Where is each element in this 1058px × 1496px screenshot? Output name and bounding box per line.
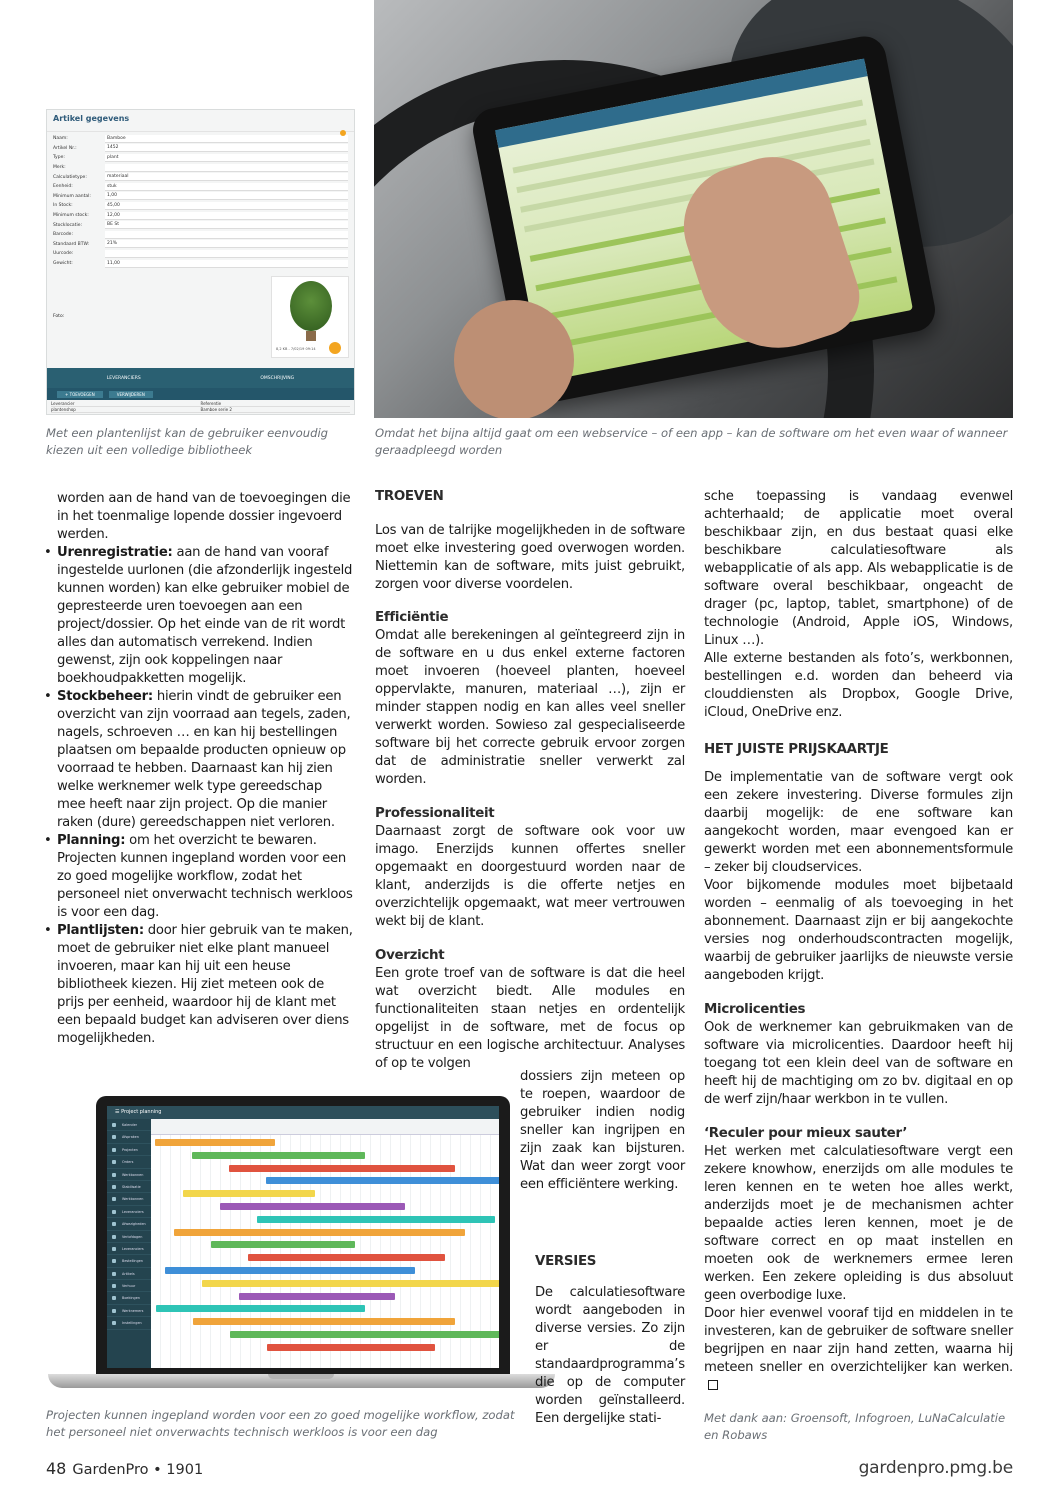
field-label: Artikel Nr.:: [53, 145, 77, 151]
sidebar-item: Bestellingen: [107, 1255, 151, 1267]
sidebar-item: Verhuur: [107, 1280, 151, 1292]
gantt-bar: [165, 1267, 415, 1274]
field-row: [53, 230, 348, 240]
add-supplier-button: + TOEVOEGEN: [57, 391, 103, 398]
bullet-body: door hier gebruik van te maken, moet de gebruiker niet elke plant manueel invoeren, maar kan hij uit een heuse bibliotheek kiezen. Hij ziet meteen ook de prijs per eenheid, waardoor hij de klant met een bepaald budget kan adviseren over diens mogelijkheden.: [57, 923, 353, 1046]
gantt-bar: [211, 1241, 355, 1248]
bullet-text: [57, 922, 353, 1048]
bullet-icon: •: [44, 689, 52, 704]
heading-efficientie: Efficiëntie: [375, 610, 449, 625]
page-number: 48: [46, 1459, 67, 1478]
planning-title: Project planning: [121, 1109, 162, 1115]
gantt-bar: [192, 1152, 365, 1159]
planning-gantt: [151, 1119, 499, 1368]
edit-photo-icon: [329, 342, 341, 354]
gantt-bar: [248, 1254, 445, 1261]
gantt-bar: [202, 1280, 499, 1287]
article-details-title: Artikel gegevens: [47, 110, 354, 132]
gantt-bar: [267, 1344, 435, 1351]
supplier-table: [51, 401, 350, 413]
para-overzicht-b: dossiers zijn meteen op te roepen, waardoor de gebruiker indien nodig sneller kan ingrijpen en zijn zaak kan bijsturen. Wat dan weer zorgt voor een efficiëntere werking.: [520, 1069, 685, 1192]
caption-article: Met een plantenlijst kan de gebruiker eenvoudig kiezen uit een volledige bibliotheek: [46, 426, 329, 457]
field-value: 45,00: [105, 202, 348, 210]
gantt-bar: [239, 1293, 395, 1300]
field-row: [53, 259, 348, 269]
planning-title-bar: ☰ Project planning: [107, 1106, 499, 1119]
field-label: Barcode:: [53, 232, 73, 238]
sidebar-item: Verlofdagen: [107, 1231, 151, 1243]
field-value: [105, 164, 348, 172]
laptop-notch: [268, 1374, 334, 1379]
caption-tablet: Omdat het bijna altijd gaat om een webservice – of een app – kan de software om het even waar of wanneer geraadpleegd worden: [375, 426, 1008, 457]
feature-list: [44, 544, 353, 1048]
credits: Met dank aan: Groensoft, Infogroen, LuNaCalculatie en Robaws: [704, 1411, 1006, 1442]
sidebar-item: Kalender: [107, 1119, 151, 1131]
column-1: [44, 490, 353, 1048]
column-3: [704, 488, 1013, 1395]
end-of-article-icon: [708, 1380, 718, 1390]
article-fields: [47, 132, 354, 270]
field-value: 12,00: [105, 212, 348, 220]
field-value: plant: [105, 154, 348, 162]
para-efficientie: Omdat alle berekeningen al geïntegreerd zijn in de software en u dus enkel externe factoren moet invoeren (hoeveel planten, hoeveel oppervlakte, manuren, materiaal …), zijn er minder stappen nodig en kan alles veel sneller verwerkt worden. Sowieso zal gespecialiseerde software bij het correcte gebruik ervoor zorgen dat de administratie sneller verwerkt zal worden.: [375, 628, 685, 787]
field-value: 11,00: [105, 260, 348, 268]
sidebar-item: Projecten: [107, 1144, 151, 1156]
field-value: stuk: [105, 183, 348, 191]
gantt-bar: [183, 1190, 315, 1197]
bullet-term: Stockbeheer:: [57, 689, 153, 704]
bullet-item: [44, 544, 353, 688]
para-prijs-1: De implementatie van de software vergt ook een zekere investering. Diverse formules zijn daarbij mogelijk: de ene software kan aangekocht worden, maar evengoed kan er gewerkt worden met een abonnementsformule – zeker bij cloudservices.: [704, 770, 1013, 875]
para-professionaliteit: Daarnaast zorgt de software ook voor uw imago. Enerzijds kunnen offertes sneller opgemaakt en doorgestuurd worden naar de klant, anderzijds is die offerte netjes en overzichtelijk opgemaakt, wat meer vertrouwen wekt bij de klant.: [375, 824, 685, 929]
field-value: [105, 250, 348, 258]
field-value: 1452: [105, 144, 348, 152]
tab-description: OMSCHRIJVING: [260, 375, 295, 381]
field-label: Gewicht:: [53, 261, 73, 267]
field-label: Minimum aantal:: [53, 193, 91, 199]
bullet-body: aan de hand van vooraf ingestelde uurlonen (die afzonderlijk ingesteld kunnen worden) kan elke gebruiker mobiel de gepresteerde uren toevoegen aan een project/dossier. Op het einde van de rit wordt alles dan automatisch verrekend. Indien gewenst, zijn ook koppelingen naar boekhoudpakketten mogelijk.: [57, 545, 353, 686]
col1-intro: worden aan de hand van de toevoegingen die in het toenmalige lopende dossier ingevoerd werden.: [57, 491, 351, 542]
bullet-item: [44, 832, 353, 922]
sidebar-item: Stabilisatie: [107, 1181, 151, 1193]
photo-label: Foto:: [53, 314, 65, 319]
para-extern: Alle externe bestanden als foto’s, werkbonnen, bestellingen e.d. worden dan beheerd via clouddiensten als Dropbox, Google Drive, iCloud, OneDrive enz.: [704, 651, 1013, 720]
bullet-term: Plantlijsten:: [57, 923, 144, 938]
bullet-term: Urenregistratie:: [57, 545, 173, 560]
laptop-screen: [107, 1106, 499, 1368]
field-value: Bamboe: [105, 135, 348, 143]
bullet-icon: •: [44, 923, 52, 938]
field-row: [53, 134, 348, 144]
table-cell: Bamboe serie 2: [200, 407, 232, 412]
heading-reculer: ‘Reculer pour mieux sauter’: [704, 1126, 908, 1141]
field-value: 21%: [105, 240, 348, 248]
sidebar-item: Afwezigheden: [107, 1218, 151, 1230]
gantt-bar: [156, 1305, 365, 1312]
gantt-bar: [257, 1216, 495, 1223]
bullet-body: hierin vindt de gebruiker een overzicht van zijn voorraad aan tegels, zaden, nagels, schroeven … en kan hij bestellingen plaatsen om bepaalde producten opnieuw op voorraad te hebben. Daarnaast kan hij zien welke werknemer welk type gereedschap mee heeft naar zijn project. Op die manier raken (dure) gereedschappen niet verloren.: [57, 689, 351, 830]
table-cell: plantenshop: [51, 407, 76, 412]
sidebar-item: Werkbonnen: [107, 1193, 151, 1205]
field-row: [53, 144, 348, 154]
bullet-icon: •: [44, 545, 52, 560]
field-value: BE St: [105, 221, 348, 229]
field-row: [53, 182, 348, 192]
field-value: materiaal: [105, 173, 348, 181]
heading-microlicenties: Microlicenties: [704, 1002, 806, 1017]
magazine-issue: GardenPro • 1901: [72, 1462, 204, 1478]
field-label: Calculatietype:: [53, 174, 87, 180]
sidebar-item: Werkbonnen: [107, 1169, 151, 1181]
field-row: [53, 163, 348, 173]
gantt-bar: [193, 1318, 455, 1325]
tablet-in-car-photo: [374, 0, 1013, 418]
para-troeven: Los van de talrijke mogelijkheden in de software moet elke investering goed overwogen worden. Niettemin kan de software, mits juist gebruikt, zorgen voor diverse voordelen.: [375, 523, 685, 592]
para-overzicht-a: Een grote troef van de software is dat die heel wat overzicht biedt. Alle modules en functionaliteiten staan netjes en ordentelijk opgelijst in de software, met de focus op structuur en een logische architectuur. Analyses of op te volgen: [375, 966, 685, 1071]
field-label: Merk:: [53, 165, 66, 171]
gantt-bar: [174, 1229, 465, 1236]
gantt-bar: [155, 1139, 275, 1146]
para-reculer-2-text: Door hier evenwel vooraf tijd en middelen in te investeren, kan de gebruiker de software sneller begrijpen en naar zijn hand zetten, waarna hij meteen sneller en overzichtelijker kan werken.: [704, 1306, 1013, 1375]
sidebar-item: Afspraken: [107, 1131, 151, 1143]
status-dot-icon: [340, 130, 346, 136]
remove-supplier-button: VERWIJDEREN: [109, 391, 153, 398]
table-header-cell: Leverancier: [51, 401, 75, 406]
gantt-header: [151, 1119, 499, 1135]
gantt-bar: [229, 1165, 455, 1172]
bullet-text: [57, 832, 353, 922]
tab-suppliers: LEVERANCIERS: [106, 375, 141, 381]
field-row: [53, 240, 348, 250]
field-row: [53, 211, 348, 221]
sidebar-item: Artikels: [107, 1268, 151, 1280]
column-2: [375, 488, 685, 1073]
website-url: gardenpro.pmg.be: [858, 1458, 1013, 1478]
bullet-text: [57, 544, 353, 688]
planning-sidebar: [107, 1119, 151, 1368]
laptop-planning-photo: [48, 1096, 555, 1390]
bullet-text: [57, 688, 353, 832]
para-prijs-2: Voor bijkomende modules moet bijbetaald worden – eenmalig of als toevoeging in het abonnement. Daarnaast zijn er bij aangekochte versies nog onderhoudscontracten mogelijk, waarbij de gebruiker jaarlijks de nieuwste versie aangeboden krijgt.: [704, 878, 1013, 983]
article-tabs: [47, 368, 354, 388]
gantt-bar: [230, 1331, 499, 1338]
heading-prijskaartje: HET JUISTE PRIJSKAARTJE: [704, 742, 889, 757]
bullet-icon: •: [44, 833, 52, 848]
field-label: Type:: [53, 155, 65, 161]
sidebar-item: Leveranciers: [107, 1243, 151, 1255]
field-row: [53, 201, 348, 211]
bamboo-plant-image: [290, 281, 332, 331]
field-row: [53, 192, 348, 202]
table-row: [51, 407, 350, 413]
field-label: Stocklocatie:: [53, 222, 82, 228]
gantt-bar: [220, 1203, 405, 1210]
field-label: Minimum stock:: [53, 213, 89, 219]
para-reculer-2: [704, 1305, 1013, 1395]
article-details-screenshot: [46, 109, 355, 415]
sidebar-item: Instellingen: [107, 1317, 151, 1329]
field-row: [53, 153, 348, 163]
photo-caption: 8,2 KB - 7/02/19 09:14: [276, 347, 316, 351]
para-intro: sche toepassing is vandaag evenwel achterhaald; de applicatie moet overal beschikbaar zijn, en dus bestaat quasi elke beschikbare calculatiesoftware als webapplicatie of als app. Als webapplicatie is de software overal beschikbaar, ongeacht de drager (pc, laptop, tablet, smartphone) of de technologie (Android, Apple iOS, Windows, Linux …).: [704, 489, 1013, 648]
bullet-item: [44, 688, 353, 832]
field-value: [105, 231, 348, 239]
heading-professionaliteit: Professionaliteit: [375, 806, 495, 821]
field-label: Naam:: [53, 136, 68, 142]
heading-versies: VERSIES: [535, 1254, 597, 1269]
field-row: [53, 249, 348, 259]
plant-pot-image: [306, 331, 316, 341]
footer-left: [46, 1459, 203, 1478]
heading-overzicht: Overzicht: [375, 948, 445, 963]
caption-laptop: Projecten kunnen ingepland worden voor een zo goed mogelijke workflow, zodat het personeel niet onverwachts technisch werkloos is voor een dag: [46, 1408, 515, 1439]
field-label: In Stock:: [53, 203, 73, 209]
field-label: Eenheid:: [53, 184, 73, 190]
field-row: [53, 220, 348, 230]
laptop-lid: [96, 1096, 510, 1376]
field-label: Uurcode:: [53, 251, 74, 257]
bullet-item: [44, 922, 353, 1048]
para-microlicenties: Ook de werknemer kan gebruikmaken van de software via microlicenties. Daardoor heeft hij toegang tot een klein deel van de software en heeft hij de machtiging om zo bv. digitaal en op de werf zijn/haar werkbon in te vullen.: [704, 1020, 1013, 1107]
gantt-bar: [266, 1177, 499, 1184]
sidebar-item: Werknemers: [107, 1305, 151, 1317]
supplier-actions: [47, 388, 354, 400]
bullet-body: om het overzicht te bewaren. Projecten kunnen ingepland worden voor een zo goed mogelijke workflow, zodat het personeel niet onverwacht technisch werkloos is voor een dag.: [57, 833, 353, 920]
heading-troeven: TROEVEN: [375, 489, 444, 504]
sidebar-item: Boekingen: [107, 1292, 151, 1304]
para-reculer-1: Het werken met calculatiesoftware vergt een zekere knowhow, enerzijds om alle modules te leren kennen en te weten hoe alles werkt, anderzijds moet je de mechanismen achter bepaalde acties leren kennen, moet je de software correct en op maat instellen en moeten ook de werknemers ermee leren werken. Een zekere opleiding is dus absoluut geen overbodige luxe.: [704, 1144, 1013, 1303]
sidebar-item: Orders: [107, 1156, 151, 1168]
hand-shape: [454, 300, 574, 418]
field-value: 1,00: [105, 192, 348, 200]
bullet-term: Planning:: [57, 833, 126, 848]
sidebar-item: Leveranciers: [107, 1206, 151, 1218]
para-versies: De calculatiesoftware wordt aangeboden in diverse versies. Zo zijn er de standaardprogramma’s die op de computer worden geïnstalleerd. Een dergelijke stati-: [535, 1285, 685, 1426]
field-label: Standaard BTW:: [53, 241, 90, 247]
field-row: [53, 172, 348, 182]
table-header-cell: Referentie: [200, 401, 222, 406]
